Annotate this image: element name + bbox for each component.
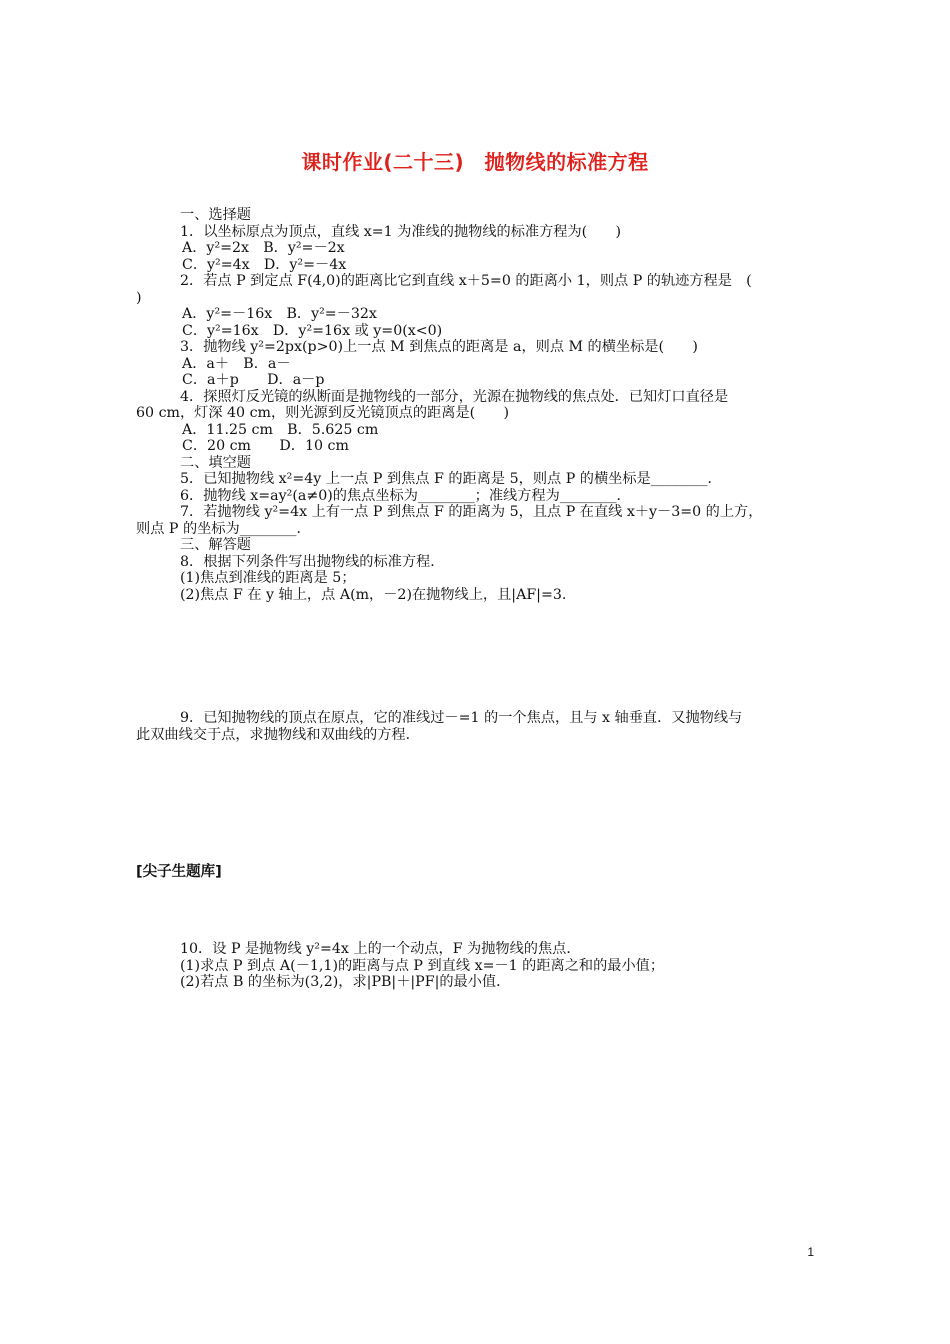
bonus-question-block [136,941,816,991]
question-1-options-cd: C．y²=4x D．y²=－4x [182,256,347,273]
question-2-continued: ) [136,289,142,306]
section-heading-solve: 三、解答题 [180,537,251,553]
question-8: 8．根据下列条件写出抛物线的标准方程． [180,553,445,570]
question-2: 2．若点 P 到定点 F(4,0)的距离比它到直线 x＋5=0 的距离小 1，则点 P 的轨迹方程是 ( [180,273,752,289]
question-9: 9．已知抛物线的顶点在原点，它的准线过－=1 的一个焦点，且与 x 轴垂直．又抛物线与 [180,710,743,726]
question-4-options-ab: A．11.25 cm B．5.625 cm [182,421,379,438]
question-3: 3．抛物线 y²=2px(p>0)上一点 M 到焦点的距离是 a，则点 M 的横坐标是( ) [180,339,698,355]
section-heading-choice: 一、选择题 [180,207,251,223]
question-4-continued: 60 cm，灯深 40 cm，则光源到反光镜顶点的距离是( ) [136,405,510,421]
question-3-options-ab: A．a＋ B．a－ [182,355,291,372]
question-8-part-1: (1)焦点到准线的距离是 5； [180,570,356,586]
question-9-continued: 此双曲线交于点，求抛物线和双曲线的方程． [136,726,420,743]
question-6: 6．抛物线 x=ay²(a≠0)的焦点坐标为________；准线方程为________． [180,487,631,504]
question-1-options-ab: A．y²=2x B．y²=－2x [182,240,345,256]
multiple-choice-section [136,207,816,603]
question-10: 10．设 P 是抛物线 y²=4x 上的一个动点，F 为抛物线的焦点． [180,941,581,957]
question-2-options-cd: C．y²=16x D．y²=16x 或 y=0(x<0) [182,322,443,339]
question-5: 5．已知抛物线 x²=4y 上一点 P 到焦点 F 的距离是 5，则点 P 的横坐标是________． [180,471,722,487]
page-title: 课时作业(二十三) 抛物线的标准方程 [301,150,649,174]
question-4: 4．探照灯反光镜的纵断面是抛物线的一部分，光源在抛物线的焦点处．已知灯口直径是 [180,388,729,405]
question-10-part-2: (2)若点 B 的坐标为(3,2)，求|PB|＋|PF|的最小值． [180,974,511,990]
question-1: 1．以坐标原点为顶点，直线 x=1 为准线的抛物线的标准方程为( ) [180,223,622,240]
question-7-continued: 则点 P 的坐标为________． [136,520,311,537]
page-number: 1 [807,1245,814,1259]
bonus-section-tag: [尖子生题库] [136,864,222,880]
section-heading-fill: 二、填空题 [180,454,251,471]
question-8-part-2: (2)焦点 F 在 y 轴上，点 A(m，－2)在抛物线上，且|AF|=3. [180,586,567,603]
question-9-block [136,710,816,743]
question-10-part-1: (1)求点 P 到点 A(－1,1)的距离与点 P 到直线 x=－1 的距离之和的最小值； [180,957,665,974]
question-7: 7．若抛物线 y²=4x 上有一点 P 到焦点 F 的距离为 5，且点 P 在直线 x＋y－3=0 的上方， [180,504,763,520]
question-3-options-cd: C．a＋p D．a－p [182,372,325,388]
question-2-options-ab: A．y²=－16x B．y²=－32x [182,306,377,322]
question-4-options-cd: C．20 cm D．10 cm [182,438,349,454]
